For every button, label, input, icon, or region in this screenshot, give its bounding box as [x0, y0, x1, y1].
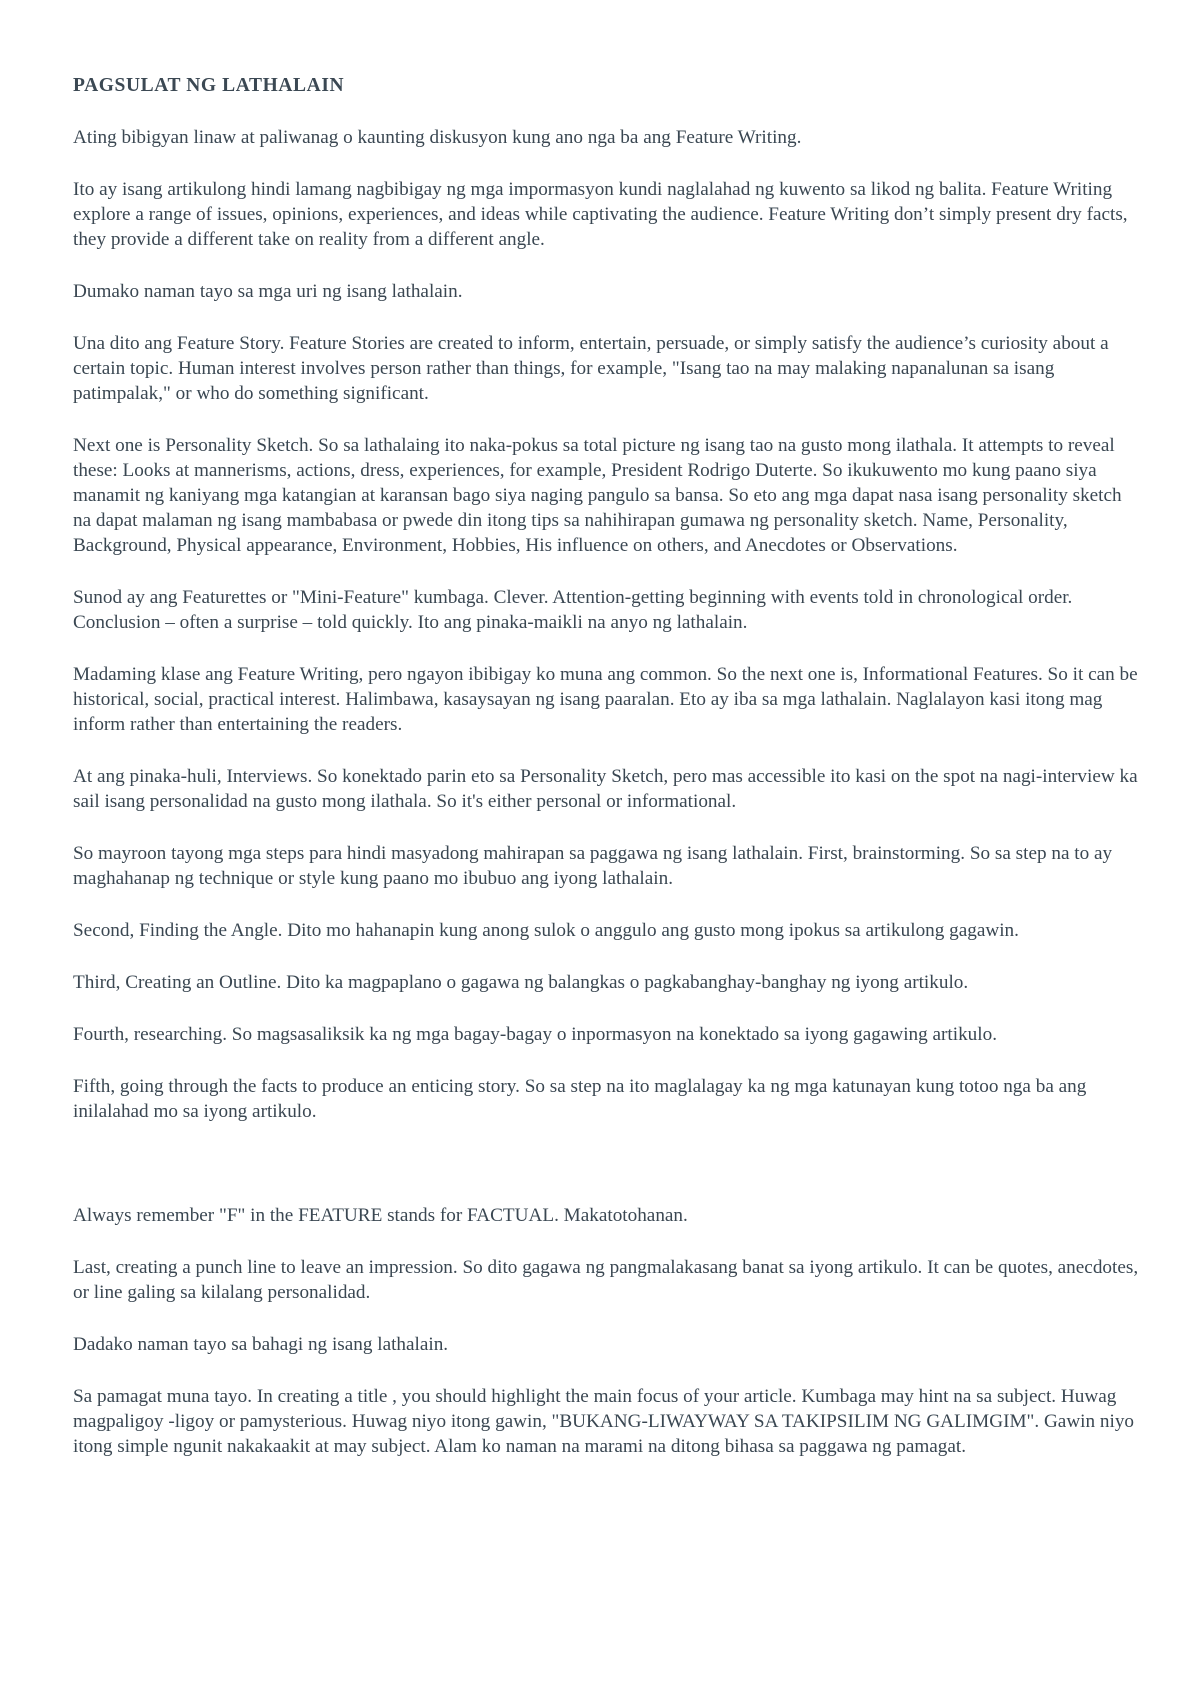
paragraph-intro: Ating bibigyan linaw at paliwanag o kaunting diskusyon kung ano nga ba ang Feature Writing. [73, 127, 802, 148]
paragraph-title-tips: Sa pamagat muna tayo. In creating a title , you should highlight the main focus of your article. Kumbaga may hint na sa subject. Huwag magpaligoy -ligoy or pamysterious. Huwag niyo itong gawin, "BUKANG-LIWAYWAY SA TAKIPSILIM NG GALIMGIM". Gawin niyo itong simple ngunit nakakaakit at may subject. Alam ko naman na marami na ditong bihasa sa paggawa ng pamagat. [73, 1386, 1135, 1457]
paragraph-step-facts: Fifth, going through the facts to produce an enticing story. So sa step na ito maglalagay ka ng mga katunayan kung totoo nga ba ang inilalahad mo sa iyong artikulo. [73, 1076, 1087, 1122]
paragraph-step-outline: Third, Creating an Outline. Dito ka magpaplano o gagawa ng balangkas o pagkabanghay-banghay ng iyong artikulo. [73, 972, 969, 993]
paragraph-featurettes: Sunod ay ang Featurettes or "Mini-Feature" kumbaga. Clever. Attention-getting beginning with events told in chronological order. Conclusion – often a surprise – told quickly. Ito ang pinaka-maikli na anyo ng lathalain. [73, 587, 1073, 633]
paragraph-factual-reminder: Always remember "F" in the FEATURE stands for FACTUAL. Makatotohanan. [73, 1205, 688, 1226]
document-body [73, 73, 1139, 1486]
paragraph-definition: Ito ay isang artikulong hindi lamang nagbibigay ng mga impormasyon kundi naglalahad ng kuwento sa likod ng balita. Feature Writing explore a range of issues, opinions, experiences, and ideas while captivating the audience. Feature Writing don’t simply present dry facts, they provide a different take on reality from a different angle. [73, 179, 1128, 250]
paragraph-informational-features: Madaming klase ang Feature Writing, pero ngayon ibibigay ko muna ang common. So the next one is, Informational Features. So it can be historical, social, practical interest. Halimbawa, kasaysayan ng isang paaralan. Eto ay iba sa mga lathalain. Naglalayon kasi itong mag inform rather than entertaining the readers. [73, 664, 1138, 735]
document-title: PAGSULAT NG LATHALAIN [73, 75, 345, 96]
paragraph-feature-story: Una dito ang Feature Story. Feature Stories are created to inform, entertain, persuade, or simply satisfy the audience’s curiosity about a certain topic. Human interest involves person rather than things, for example, "Isang tao na may malaking napanalunan sa isang patimpalak," or who do something significant. [73, 333, 1109, 404]
paragraph-step-angle: Second, Finding the Angle. Dito mo hahanapin kung anong sulok o anggulo ang gusto mong ipokus sa artikulong gagawin. [73, 920, 1019, 941]
paragraph-personality-sketch: Next one is Personality Sketch. So sa lathalaing ito naka-pokus sa total picture ng isang tao na gusto mong ilathala. It attempts to reveal these: Looks at mannerisms, actions, dress, experiences, for example, President Rodrigo Duterte. So ikukuwento mo kung paano siya manamit ng kaniyang mga katangian at karansan bago siya naging pangulo sa bansa. So eto ang mga dapat nasa isang personality sketch na dapat malaman ng isang mambabasa or pwede din itong tips sa nahihirapan gumawa ng personality sketch. Name, Personality, Background, Physical appearance, Environment, Hobbies, His influence on others, and Anecdotes or Observations. [73, 435, 1122, 556]
paragraph-interviews: At ang pinaka-huli, Interviews. So konektado parin eto sa Personality Sketch, pero mas accessible ito kasi on the spot na nagi-interview ka sail isang personalidad na gusto mong ilathala. So it's either personal or informational. [73, 766, 1138, 812]
blank-gap [73, 1151, 1139, 1203]
paragraph-parts-intro: Dadako naman tayo sa bahagi ng isang lathalain. [73, 1334, 449, 1355]
paragraph-punch-line: Last, creating a punch line to leave an impression. So dito gagawa ng pangmalakasang banat sa iyong artikulo. It can be quotes, anecdotes, or line galing sa kilalang personalidad. [73, 1257, 1139, 1303]
paragraph-types-intro: Dumako naman tayo sa mga uri ng isang lathalain. [73, 281, 463, 302]
paragraph-step-researching: Fourth, researching. So magsasaliksik ka ng mga bagay-bagay o inpormasyon na konektado sa iyong gagawing artikulo. [73, 1024, 997, 1045]
paragraph-step-brainstorming: So mayroon tayong mga steps para hindi masyadong mahirapan sa paggawa ng isang lathalain. First, brainstorming. So sa step na to ay maghahanap ng technique or style kung paano mo ibubuo ang iyong lathalain. [73, 843, 1113, 889]
